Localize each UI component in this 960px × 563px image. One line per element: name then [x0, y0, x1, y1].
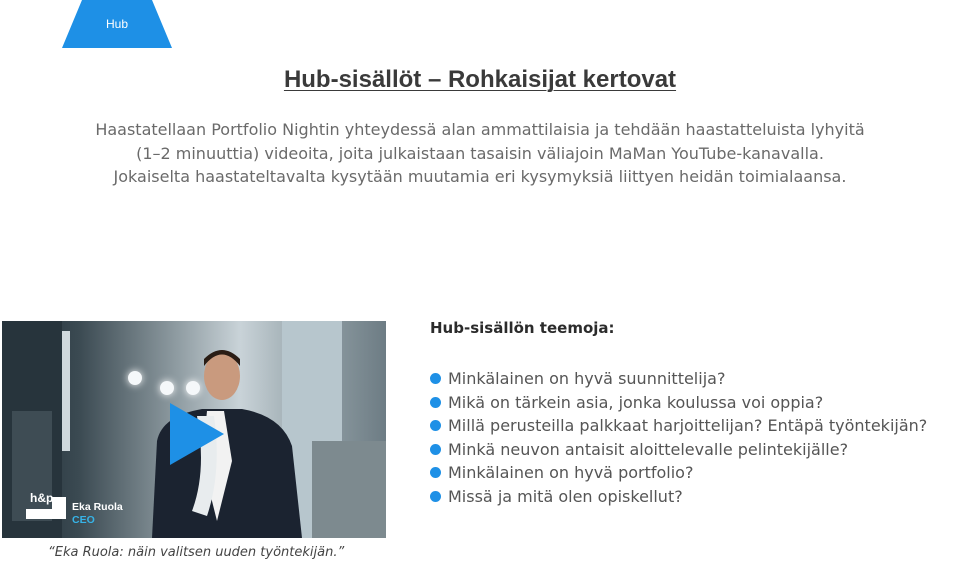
theme-item: [430, 367, 927, 391]
themes-list: [430, 367, 927, 508]
theme-item-text: Minkälainen on hyvä portfolio?: [448, 463, 694, 482]
hp-logo: [26, 493, 68, 517]
theme-item-text: Millä perusteilla palkkaat harjoittelijan? Entäpä työntekijän?: [448, 416, 928, 435]
bullet-icon: [430, 491, 441, 502]
theme-item-text: Minkä neuvon antaisit aloittelevalle pelintekijälle?: [448, 439, 849, 459]
theme-item: [430, 414, 927, 438]
theme-item-text: Minkälainen on hyvä suunnittelija?: [448, 369, 726, 388]
intro-line: (1–2 minuuttia) videoita, joita julkaistaan tasaisin väliajoin MaMan YouTube-kanavalla.: [136, 143, 824, 163]
hub-tab-label: Hub: [105, 17, 128, 31]
hp-logo-text: h&p: [30, 491, 54, 505]
bullet-icon: [430, 397, 441, 408]
bullet-icon: [430, 420, 441, 431]
theme-item: [430, 391, 927, 415]
page-title: Hub-sisällöt – Rohkaisijat kertovat: [283, 66, 677, 93]
video-thumbnail[interactable]: [2, 321, 386, 538]
bullet-icon: [430, 467, 441, 478]
theme-item: [430, 438, 927, 462]
bullet-icon: [430, 373, 441, 384]
play-icon[interactable]: [168, 401, 226, 467]
speaker-role: CEO: [72, 514, 95, 526]
hub-tab[interactable]: [62, 0, 172, 48]
theme-item: [430, 485, 927, 509]
intro-text: [40, 118, 920, 189]
themes-heading: Hub-sisällön teemoja:: [430, 319, 615, 337]
bullet-icon: [430, 444, 441, 455]
video-caption: “Eka Ruola: näin valitsen uuden työntekijän.”: [48, 545, 345, 560]
intro-line: Haastatellaan Portfolio Nightin yhteydessä alan ammattilaisia ja tehdään haastatteluista lyhyitä: [95, 120, 865, 139]
theme-item-text: Missä ja mitä olen opiskellut?: [448, 486, 683, 506]
speaker-name: Eka Ruola: [72, 501, 123, 513]
theme-item: [430, 461, 927, 485]
theme-item-text: Mikä on tärkein asia, jonka koulussa voi oppia?: [448, 392, 824, 412]
intro-line: Jokaiselta haastateltavalta kysytään muutamia eri kysymyksiä liittyen heidän toimialaansa.: [113, 167, 847, 186]
